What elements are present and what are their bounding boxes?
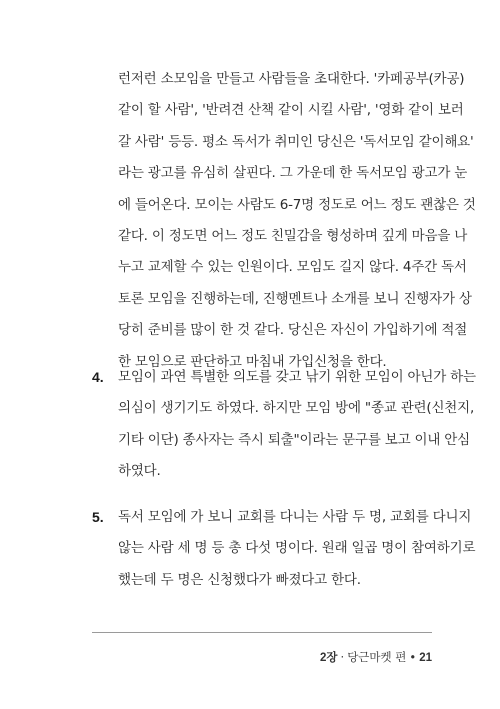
text-line: 같이 할 사람', '반려견 산책 같이 시킬 사람', '영화 같이 보러 (118, 102, 464, 119)
page-number: 21 (419, 652, 432, 664)
item-number: 5. (92, 509, 104, 525)
item-paragraph (118, 502, 476, 596)
list-item-5 (92, 502, 476, 596)
section-label: 당근마켓 편 (347, 650, 407, 664)
text-line: 당히 준비를 많이 한 것 같다. 당신은 자신이 가입하기에 적절 (118, 322, 468, 339)
text-line: 갈 사람' 등등. 평소 독서가 취미인 당신은 '독서모임 같이해요' (118, 133, 474, 150)
text-line: 하였다. (118, 463, 161, 480)
item-number: 4. (92, 369, 104, 385)
text-line: 같다. 이 정도면 어느 정도 친밀감을 형성하며 깊게 마음을 나 (118, 228, 468, 245)
text-line: 기타 이단) 종사자는 즉시 퇴출"이라는 문구를 보고 이내 안심 (118, 431, 470, 448)
page-footer (320, 649, 432, 665)
text-line: 한 모임으로 판단하고 마침내 가입신청을 한다. (118, 353, 387, 370)
text-line: 독서 모임에 가 보니 교회를 다니는 사람 두 명, 교회를 다니지 (118, 509, 472, 525)
footer-bullet: • (409, 650, 417, 664)
text-line: 의심이 생기기도 하였다. 하지만 모임 방에 "종교 관련(신천지, (118, 400, 475, 417)
footer-separator: · (340, 650, 345, 664)
item-paragraph (118, 362, 476, 488)
text-line: 에 들어온다. 모이는 사람도 6-7명 정도로 어느 정도 괜찮은 것 (118, 196, 476, 213)
chapter-label: 2장 (320, 652, 338, 664)
text-line: 토론 모임을 진행하는데, 진행멘트나 소개를 보니 진행자가 상 (118, 290, 472, 307)
text-line: 모임이 과연 특별한 의도를 갖고 낚기 위한 모임이 아닌가 하는 (118, 369, 476, 385)
text-line: 누고 교제할 수 있는 인원이다. 모임도 길지 않다. 4주간 독서 (118, 259, 467, 276)
text-line: 않는 사람 세 명 등 총 다섯 명이다. 원래 일곱 명이 참여하기로 (118, 540, 476, 557)
text-line: 런저런 소모임을 만들고 사람들을 초대한다. '카페공부(카공) (118, 71, 465, 87)
footer-divider (92, 632, 432, 633)
text-line: 했는데 두 명은 신청했다가 빠졌다고 한다. (118, 571, 361, 588)
text-line: 라는 광고를 유심히 살핀다. 그 가운데 한 독서모임 광고가 눈 (118, 165, 468, 182)
list-item-4 (92, 362, 476, 488)
